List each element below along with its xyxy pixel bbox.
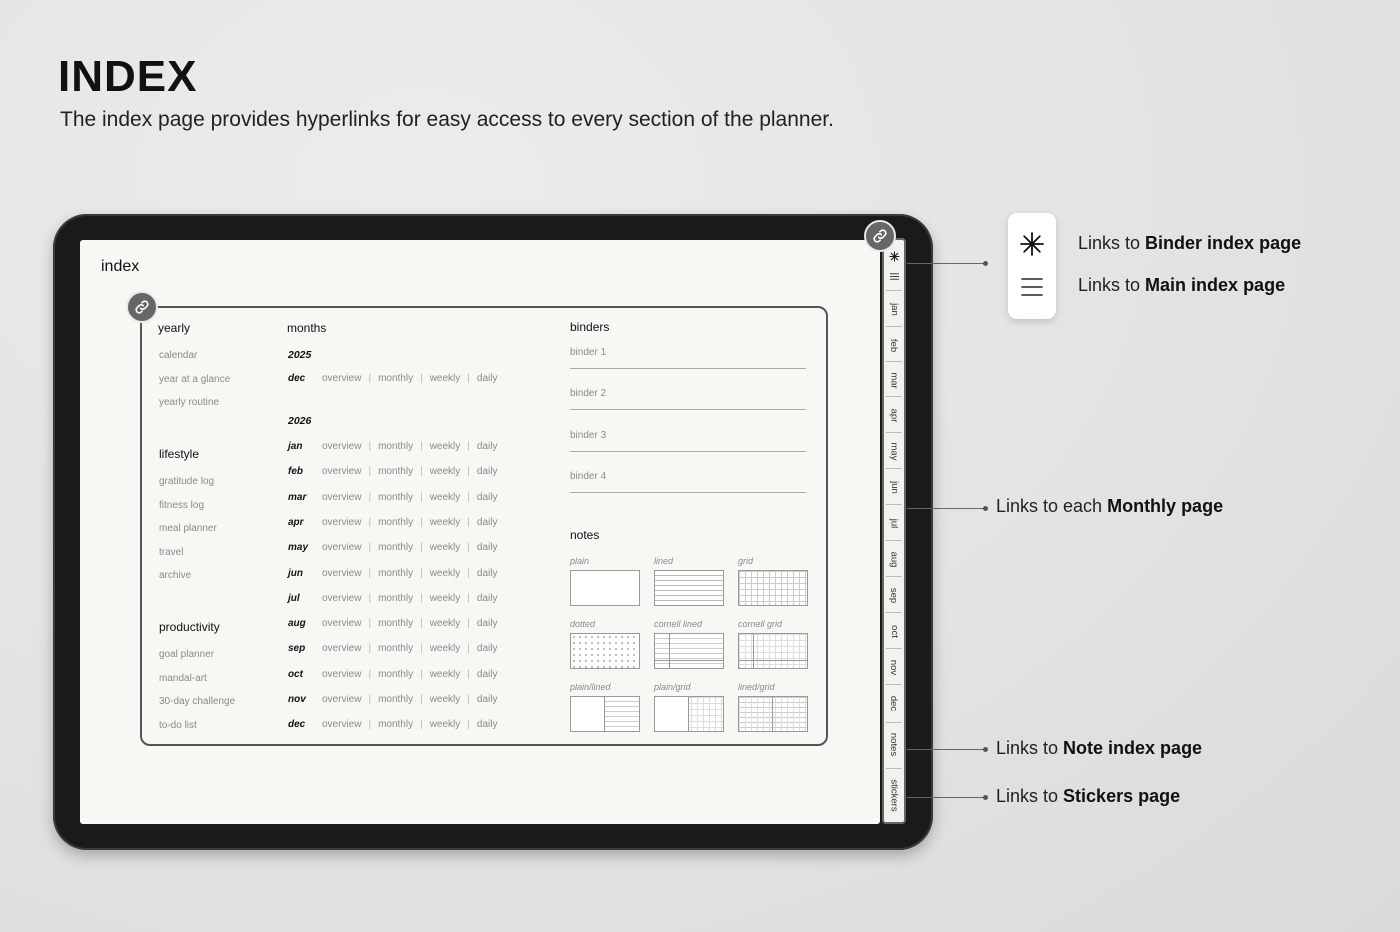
binder-link[interactable] xyxy=(570,347,806,369)
link-separator: | xyxy=(420,491,423,503)
link-calendar[interactable]: calendar xyxy=(159,350,198,361)
month-name[interactable]: sep xyxy=(288,643,306,655)
month-daily-link[interactable]: daily xyxy=(476,441,498,452)
link-separator: | xyxy=(420,719,423,731)
month-daily-link[interactable]: daily xyxy=(476,592,498,604)
tab-divider xyxy=(886,648,902,649)
binder-link[interactable] xyxy=(570,388,806,410)
month-weekly-link[interactable]: weekly xyxy=(429,694,461,705)
callout-prefix: Links to xyxy=(996,738,1064,758)
link-separator: | xyxy=(420,373,423,384)
link-separator: | xyxy=(368,694,372,705)
menu-icon xyxy=(889,271,900,282)
month-name[interactable]: jul xyxy=(288,592,300,604)
asterisk-icon xyxy=(1020,232,1044,256)
side-tab-label: nov xyxy=(888,659,900,675)
section-title-binders: binders xyxy=(570,320,610,334)
note-label-grid: grid xyxy=(738,556,754,566)
tab-divider xyxy=(886,540,902,541)
month-monthly-link[interactable]: monthly xyxy=(378,618,414,630)
callout-bold: Binder index page xyxy=(1145,233,1302,253)
link-separator: | xyxy=(420,643,423,655)
callout-prefix: Links to each xyxy=(996,496,1108,516)
month-monthly-link[interactable]: monthly xyxy=(378,373,414,384)
leader-line xyxy=(907,797,985,798)
month-overview-link[interactable]: overview xyxy=(322,618,362,630)
month-monthly-link[interactable]: monthly xyxy=(378,668,414,680)
link-separator: | xyxy=(467,592,470,604)
month-name[interactable]: feb xyxy=(288,466,303,478)
tab-divider xyxy=(886,504,902,505)
planner-screen xyxy=(80,240,880,824)
side-tab-label: dec xyxy=(888,695,900,711)
side-tab-label: may xyxy=(888,442,900,460)
tab-divider xyxy=(886,722,902,723)
month-weekly-link[interactable]: weekly xyxy=(429,516,461,528)
link-separator: | xyxy=(467,668,470,680)
link-separator: | xyxy=(467,618,470,630)
link-separator: | xyxy=(368,542,372,554)
note-label-cornell-grid: cornell grid xyxy=(738,619,783,629)
month-daily-link[interactable]: daily xyxy=(476,643,498,655)
month-name[interactable]: apr xyxy=(288,516,304,528)
binder-label: binder 2 xyxy=(570,388,607,399)
link-icon xyxy=(126,291,158,323)
side-tab[interactable] xyxy=(884,770,904,820)
month-overview-link[interactable]: overview xyxy=(322,643,362,655)
month-monthly-link[interactable]: monthly xyxy=(378,592,414,604)
callout-main-index xyxy=(1078,275,1285,296)
month-daily-link[interactable]: daily xyxy=(476,373,498,384)
month-weekly-link[interactable]: weekly xyxy=(429,567,461,579)
side-tab-label: feb xyxy=(888,338,900,352)
month-daily-link[interactable]: daily xyxy=(476,618,498,630)
month-overview-link[interactable]: overview xyxy=(322,719,362,731)
month-row xyxy=(288,593,497,604)
month-row xyxy=(288,694,497,705)
leader-dot xyxy=(983,506,988,511)
month-row xyxy=(288,643,497,654)
note-template-cornell-lined[interactable] xyxy=(654,633,724,669)
link-30-day-challenge[interactable]: 30-day challenge xyxy=(159,696,236,707)
link-separator: | xyxy=(467,491,470,503)
section-title-yearly: yearly xyxy=(158,321,191,335)
tab-divider xyxy=(886,576,902,577)
link-separator: | xyxy=(467,694,470,705)
note-template-lined-grid[interactable] xyxy=(738,696,808,732)
note-template-lined[interactable] xyxy=(654,570,724,606)
link-yearly-routine[interactable]: yearly routine xyxy=(159,397,220,408)
leader-line xyxy=(907,749,985,750)
note-template-plain-grid[interactable] xyxy=(654,696,724,732)
note-label-lined-grid: lined/grid xyxy=(738,682,775,692)
side-tab-label: apr xyxy=(888,408,900,422)
month-row xyxy=(288,373,497,384)
note-template-cornell-grid[interactable] xyxy=(738,633,808,669)
callout-bold: Main index page xyxy=(1145,275,1286,295)
leader-line xyxy=(907,263,985,264)
side-tab-label: notes xyxy=(888,732,900,756)
side-tab-label: jan xyxy=(888,302,900,316)
month-row xyxy=(288,719,497,730)
page-title: INDEX xyxy=(58,52,198,101)
month-row xyxy=(288,466,497,477)
side-tab-label: oct xyxy=(888,624,900,638)
side-tab[interactable] xyxy=(884,328,904,362)
year-label-2025: 2025 xyxy=(288,349,312,361)
link-separator: | xyxy=(368,668,372,680)
month-name[interactable]: aug xyxy=(288,618,306,630)
month-daily-link[interactable]: daily xyxy=(476,719,498,731)
side-tab-label: stickers xyxy=(888,778,900,812)
link-separator: | xyxy=(368,466,372,478)
note-label-cornell-lined: cornell lined xyxy=(654,619,703,629)
month-name[interactable]: jan xyxy=(288,441,303,452)
month-row xyxy=(288,618,497,629)
section-title-notes: notes xyxy=(570,528,600,542)
link-separator: | xyxy=(420,694,423,705)
link-goal-planner[interactable]: goal planner xyxy=(159,649,215,660)
side-tab[interactable] xyxy=(884,292,904,326)
link-travel[interactable]: travel xyxy=(159,547,184,558)
month-weekly-link[interactable]: weekly xyxy=(429,491,461,503)
callout-prefix: Links to xyxy=(996,786,1064,806)
link-separator: | xyxy=(467,719,470,731)
month-daily-link[interactable]: daily xyxy=(476,466,498,478)
leader-line xyxy=(907,508,985,509)
link-separator: | xyxy=(368,592,372,604)
section-title-productivity: productivity xyxy=(159,620,220,634)
month-daily-link[interactable]: daily xyxy=(476,567,498,579)
callout-bold: Note index page xyxy=(1063,738,1203,758)
month-overview-link[interactable]: overview xyxy=(322,567,362,579)
month-name[interactable]: oct xyxy=(288,668,303,680)
month-overview-link[interactable]: overview xyxy=(322,592,362,604)
link-icon xyxy=(864,220,896,252)
month-row xyxy=(288,492,497,503)
month-monthly-link[interactable]: monthly xyxy=(378,491,414,503)
month-overview-link[interactable]: overview xyxy=(322,542,362,554)
link-to-do-list[interactable]: to-do list xyxy=(159,720,197,731)
note-label-plain-lined: plain/lined xyxy=(570,682,611,692)
link-separator: | xyxy=(420,466,423,478)
tab-divider xyxy=(886,768,902,769)
callout-note-index xyxy=(996,738,1202,759)
link-separator: | xyxy=(368,618,372,630)
binder-label: binder 3 xyxy=(570,430,607,441)
leader-dot xyxy=(983,795,988,800)
month-row xyxy=(288,669,497,680)
callout-icon-card xyxy=(1008,213,1056,319)
link-year-at-a-glance[interactable]: year at a glance xyxy=(159,374,231,385)
link-separator: | xyxy=(368,719,372,731)
callout-prefix: Links to xyxy=(1078,275,1146,295)
link-separator: | xyxy=(420,516,423,528)
side-tab[interactable] xyxy=(884,363,904,397)
callout-stickers xyxy=(996,786,1180,807)
note-template-plain-lined[interactable] xyxy=(570,696,640,732)
month-monthly-link[interactable]: monthly xyxy=(378,542,414,554)
link-separator: | xyxy=(420,668,423,680)
link-separator: | xyxy=(420,567,423,579)
callout-binder-index xyxy=(1078,233,1301,254)
link-separator: | xyxy=(420,592,423,604)
link-separator: | xyxy=(467,373,470,384)
note-label-plain-grid: plain/grid xyxy=(654,682,691,692)
callout-monthly xyxy=(996,496,1223,517)
binder-link[interactable] xyxy=(570,430,806,452)
month-overview-link[interactable]: overview xyxy=(322,516,362,528)
month-row xyxy=(288,542,497,553)
link-archive[interactable]: archive xyxy=(159,570,192,581)
side-tab-strip xyxy=(882,238,906,824)
side-tab-label: mar xyxy=(888,371,900,389)
side-tab-label: aug xyxy=(888,551,900,567)
callout-bold: Monthly page xyxy=(1107,496,1224,516)
month-weekly-link[interactable]: weekly xyxy=(429,466,461,478)
link-separator: | xyxy=(420,542,423,554)
note-template-dotted[interactable] xyxy=(570,633,640,669)
month-weekly-link[interactable]: weekly xyxy=(429,668,461,680)
tab-divider xyxy=(886,468,902,469)
month-daily-link[interactable]: daily xyxy=(476,694,498,705)
link-separator: | xyxy=(467,516,470,528)
link-fitness-log[interactable]: fitness log xyxy=(159,500,205,511)
month-daily-link[interactable]: daily xyxy=(476,668,498,680)
link-separator: | xyxy=(368,516,372,528)
month-daily-link[interactable]: daily xyxy=(476,542,498,554)
tab-divider xyxy=(886,326,902,327)
binder-label: binder 1 xyxy=(570,347,607,358)
month-row xyxy=(288,517,497,528)
month-weekly-link[interactable]: weekly xyxy=(429,618,461,630)
screen-title: index xyxy=(101,258,140,275)
callout-bold: Stickers page xyxy=(1063,786,1181,806)
tab-divider xyxy=(886,290,902,291)
link-separator: | xyxy=(368,567,372,579)
link-separator: | xyxy=(368,491,372,503)
link-separator: | xyxy=(467,643,470,655)
month-overview-link[interactable]: overview xyxy=(322,441,362,452)
side-tab[interactable] xyxy=(884,578,904,612)
side-tab[interactable] xyxy=(884,724,904,764)
binder-label: binder 4 xyxy=(570,471,607,482)
month-monthly-link[interactable]: monthly xyxy=(378,643,414,655)
tab-divider xyxy=(886,612,902,613)
link-gratitude-log[interactable]: gratitude log xyxy=(159,476,215,487)
month-row xyxy=(288,568,497,579)
asterisk-icon xyxy=(889,251,900,262)
callout-prefix: Links to xyxy=(1078,233,1146,253)
tab-divider xyxy=(886,432,902,433)
link-separator: | xyxy=(420,441,423,452)
link-separator: | xyxy=(420,618,423,630)
month-weekly-link[interactable]: weekly xyxy=(429,643,461,655)
link-mandal-art[interactable]: mandal-art xyxy=(159,673,207,684)
tab-divider xyxy=(886,684,902,685)
binder-link[interactable] xyxy=(570,471,806,493)
month-name[interactable]: jun xyxy=(288,567,303,579)
month-monthly-link[interactable]: monthly xyxy=(378,719,414,731)
month-overview-link[interactable]: overview xyxy=(322,466,362,478)
month-overview-link[interactable]: overview xyxy=(322,668,362,680)
tab-divider xyxy=(886,396,902,397)
side-tab-label: jul xyxy=(888,518,900,528)
side-tab[interactable] xyxy=(884,542,904,576)
month-overview-link[interactable]: overview xyxy=(322,694,362,705)
side-tab[interactable] xyxy=(884,650,904,684)
month-weekly-link[interactable]: weekly xyxy=(429,441,461,452)
note-template-plain[interactable] xyxy=(570,570,640,606)
leader-dot xyxy=(983,747,988,752)
menu-icon xyxy=(1020,276,1044,298)
page-subtitle: The index page provides hyperlinks for easy access to every section of the planner. xyxy=(60,108,834,131)
month-name[interactable]: nov xyxy=(288,694,306,705)
month-daily-link[interactable]: daily xyxy=(476,516,498,528)
month-row xyxy=(288,441,497,452)
month-name[interactable]: dec xyxy=(288,719,306,731)
month-name[interactable]: may xyxy=(288,542,309,554)
side-tab[interactable] xyxy=(884,470,904,504)
note-label-plain: plain xyxy=(570,556,590,566)
binder-index-tab[interactable] xyxy=(884,248,904,264)
side-tab[interactable] xyxy=(884,434,904,468)
month-daily-link[interactable]: daily xyxy=(476,491,498,503)
month-monthly-link[interactable]: monthly xyxy=(378,441,414,452)
side-tab[interactable] xyxy=(884,614,904,648)
month-monthly-link[interactable]: monthly xyxy=(378,567,414,579)
month-monthly-link[interactable]: monthly xyxy=(378,466,414,478)
section-title-lifestyle: lifestyle xyxy=(159,447,200,461)
link-meal-planner[interactable]: meal planner xyxy=(159,523,217,534)
month-overview-link[interactable]: overview xyxy=(322,491,362,503)
year-label-2026: 2026 xyxy=(288,415,312,427)
note-template-grid[interactable] xyxy=(738,570,808,606)
tab-divider xyxy=(886,361,902,362)
month-overview-link[interactable]: overview xyxy=(322,373,362,384)
link-separator: | xyxy=(467,466,470,478)
main-index-tab[interactable] xyxy=(884,268,904,284)
link-separator: | xyxy=(467,542,470,554)
link-separator: | xyxy=(467,567,470,579)
month-weekly-link[interactable]: weekly xyxy=(429,542,461,554)
link-separator: | xyxy=(368,441,372,452)
link-separator: | xyxy=(467,441,470,452)
leader-dot xyxy=(983,261,988,266)
side-tab[interactable] xyxy=(884,686,904,720)
index-panel xyxy=(140,306,828,746)
side-tab[interactable] xyxy=(884,398,904,432)
month-name[interactable]: mar xyxy=(288,491,307,503)
link-separator: | xyxy=(368,373,372,384)
month-weekly-link[interactable]: weekly xyxy=(429,592,461,604)
month-name[interactable]: dec xyxy=(288,373,306,384)
month-monthly-link[interactable]: monthly xyxy=(378,516,414,528)
section-title-months: months xyxy=(287,321,327,335)
note-label-lined: lined xyxy=(654,556,674,566)
note-label-dotted: dotted xyxy=(570,619,596,629)
month-monthly-link[interactable]: monthly xyxy=(378,694,414,705)
side-tab[interactable] xyxy=(884,506,904,540)
side-tab-label: jun xyxy=(888,480,900,494)
tablet-device xyxy=(53,214,933,850)
month-weekly-link[interactable]: weekly xyxy=(429,719,461,731)
side-tab-label: sep xyxy=(888,587,900,603)
link-separator: | xyxy=(368,643,372,655)
month-weekly-link[interactable]: weekly xyxy=(429,373,461,384)
